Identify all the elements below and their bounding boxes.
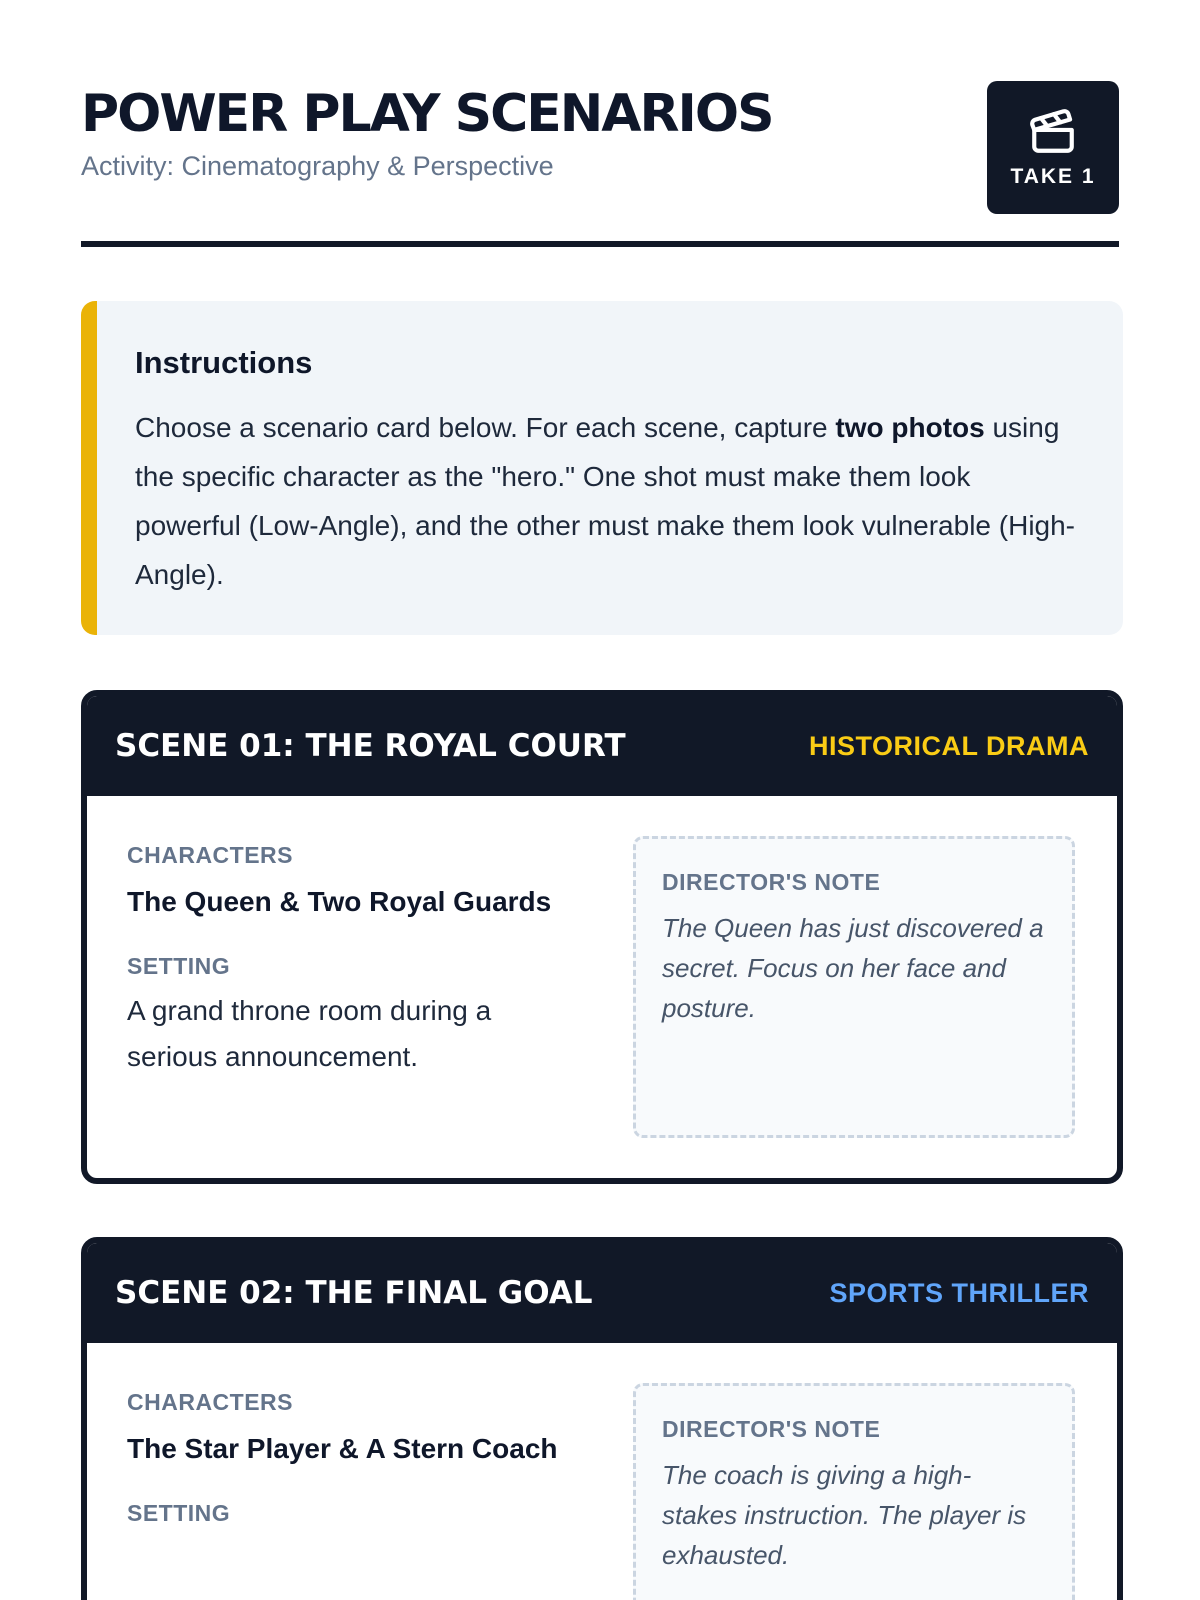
page-header [81, 0, 1119, 247]
scene-genre: SPORTS THRILLER [829, 1277, 1089, 1308]
instructions-text-part2: using the specific character as the "hero." One shot must make them look powerful (Low-Angle), and the other must make them look vulnerable (High-Angle). [135, 412, 1076, 590]
directors-note-label: DIRECTOR'S NOTE [662, 1416, 881, 1442]
instructions-box [81, 301, 1123, 635]
characters-value: The Star Player & A Stern Coach [127, 1433, 558, 1464]
scene-genre: HISTORICAL DRAMA [808, 730, 1089, 761]
instructions-text-bold: two photos [835, 412, 985, 443]
characters-label: CHARACTERS [127, 842, 293, 868]
scene-card[interactable] [81, 690, 1123, 1184]
page-title: POWER PLAY SCENARIOS [81, 84, 773, 144]
take-badge [987, 81, 1119, 214]
scene-body [87, 796, 1117, 1184]
setting-value: A grand throne room during a serious announcement. [127, 995, 492, 1072]
scene-title: SCENE 01: THE ROYAL COURT [115, 728, 626, 764]
clapperboard-icon [1028, 107, 1078, 157]
scene-details [127, 1389, 567, 1527]
scene-body [87, 1343, 1117, 1600]
scene-title: SCENE 02: THE FINAL GOAL [115, 1275, 593, 1311]
characters-label: CHARACTERS [127, 1389, 293, 1415]
directors-note [633, 836, 1075, 1138]
scene-details [127, 842, 567, 1080]
setting-label: SETTING [127, 953, 231, 979]
directors-note-text: The coach is giving a high-stakes instruction. The player is exhausted. [662, 1460, 1027, 1570]
scene-card[interactable] [81, 1237, 1123, 1600]
setting-label: SETTING [127, 1500, 231, 1526]
instructions-text [135, 403, 1083, 599]
directors-note-text: The Queen has just discovered a secret. Focus on her face and posture. [662, 913, 1044, 1023]
instructions-text-part1: Choose a scenario card below. For each scene, capture [135, 412, 836, 443]
take-label: TAKE 1 [1010, 165, 1096, 188]
scene-header [87, 1243, 1117, 1343]
directors-note [633, 1383, 1075, 1600]
scene-header [87, 696, 1117, 796]
characters-value: The Queen & Two Royal Guards [127, 886, 552, 917]
page-subtitle: Activity: Cinematography & Perspective [81, 151, 554, 181]
directors-note-label: DIRECTOR'S NOTE [662, 869, 881, 895]
instructions-heading: Instructions [135, 345, 313, 380]
